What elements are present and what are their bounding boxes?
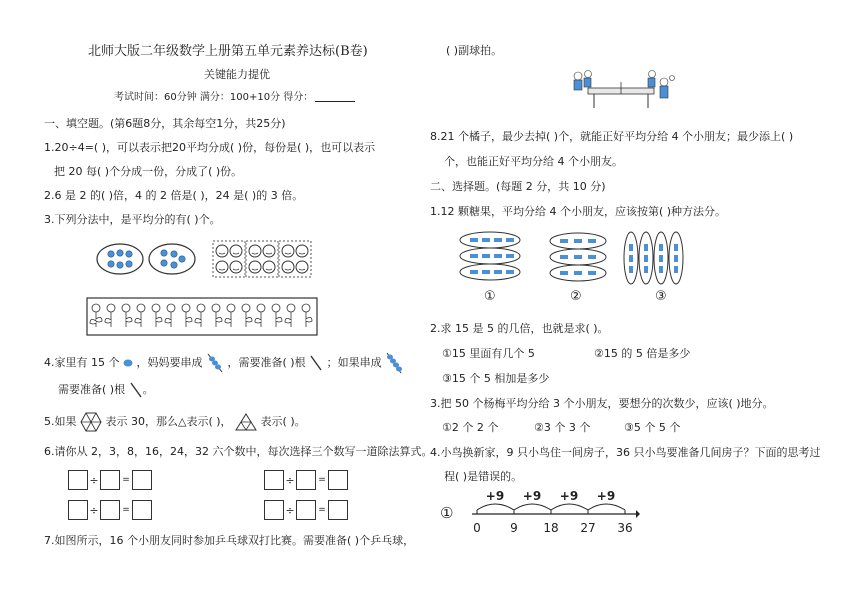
equation-row-1-right (264, 470, 348, 490)
q3: 3.下列分法中，是平均分的有( )个。 (44, 213, 221, 226)
exam-info-text: 考试时间：60分钟 满分：100+10分 得分： (114, 92, 314, 103)
divide-sign: ÷ (285, 503, 295, 517)
q6: 6.请你从 2，3，8，16，24，32 六个数中，每次选择三个数写一道除法算式。 (44, 445, 433, 458)
answer-box[interactable] (328, 500, 348, 520)
flower-row-icon (86, 297, 318, 337)
jump-label: +9 (559, 489, 579, 503)
divide-sign: ÷ (89, 503, 99, 517)
c3-option-3: ③5 个 5 个 (624, 421, 681, 434)
pingpong-scene-icon (566, 68, 678, 110)
answer-box[interactable] (132, 500, 152, 520)
jump-label: +9 (485, 489, 505, 503)
q4-part2: ，妈妈要串成 (136, 356, 203, 369)
answer-box[interactable] (328, 470, 348, 490)
c3-question: 3.把 50 个杨梅平均分给 3 个小朋友，要想分的次数少，应该( )地分。 (430, 397, 774, 410)
section1-heading: 一、填空题。(第6题8分，其余每空1分，共25分) (44, 117, 286, 130)
c4-line2: 程( )是错误的。 (444, 470, 523, 483)
exam-info (114, 88, 355, 103)
tick-label: 9 (510, 521, 518, 535)
c1-label-3: ③ (655, 289, 667, 304)
q2: 2.6 是 2 的( )倍，4 的 2 倍是( )，24 是( )的 3 倍。 (44, 189, 304, 202)
equals-sign: = (122, 505, 130, 515)
equals-sign: = (318, 475, 326, 485)
q1-line2: 把 20 每( )个分成一份，分成了( )份。 (54, 165, 243, 178)
q4-part3: ，需要准备( )根 (227, 356, 306, 369)
c2-option-1: ①15 里面有几个 5 (442, 347, 535, 360)
c4-line1: 4.小鸟换新家，9 只小鸟住一间房子，36 只小鸟要准备几间房子？下面的思考过 (430, 446, 821, 459)
c2-option-3: ③15 个 5 相加是多少 (442, 372, 550, 385)
answer-box[interactable] (68, 470, 88, 490)
jump-label: +9 (596, 489, 616, 503)
blue-bead-icon (123, 359, 133, 367)
equals-sign: = (122, 475, 130, 485)
answer-box[interactable] (68, 500, 88, 520)
page-subtitle: 关键能力提优 (204, 68, 270, 81)
q4-part4: ；如果串成 (326, 356, 382, 369)
equation-row-2-left (68, 500, 152, 520)
q4-part1: 4.家里有 15 个 (44, 356, 120, 369)
c2-option-2: ②15 的 5 倍是多少 (594, 347, 691, 360)
triangle-group-icon (235, 413, 257, 431)
bead-string-long-icon (385, 351, 403, 375)
numline-label: ① (440, 504, 454, 522)
score-blank (315, 91, 355, 102)
q1-line1: 1.20÷4=( )，可以表示把20平均分成( )份，每份是( )，也可以表示 (44, 141, 376, 154)
tick-label: 36 (617, 521, 633, 535)
number-line-diagram (440, 488, 640, 540)
answer-box[interactable] (296, 470, 316, 490)
stick-icon (309, 354, 323, 372)
q8-line2: 个，也能正好平均分给 4 个小朋友。 (444, 155, 623, 168)
q4-line2: 需要准备( )根 。 (58, 381, 154, 399)
c1-label-1: ① (484, 289, 496, 304)
answer-box[interactable] (264, 500, 284, 520)
section2-heading: 二、选择题。(每题 2 分，共 10 分) (430, 180, 606, 193)
q5-part2: 表示 30，那么△表示( )， (105, 415, 232, 428)
equation-row-2-right (264, 500, 348, 520)
tick-label: 18 (543, 521, 559, 535)
tick-label: 0 (473, 521, 481, 535)
c2-question: 2.求 15 是 5 的几倍，也就是求( )。 (430, 322, 609, 335)
divide-sign: ÷ (89, 473, 99, 487)
divide-sign: ÷ (285, 473, 295, 487)
q5-part3: 表示( )。 (260, 415, 306, 428)
q7: 7.如图所示，16 个小朋友同时参加乒乓球双打比赛。需要准备( )个乒乓球， (44, 534, 415, 547)
answer-box[interactable] (100, 470, 120, 490)
c3-option-1: ①2 个 2 个 (442, 421, 499, 434)
answer-box[interactable] (264, 470, 284, 490)
q7-continued: ( )副球拍。 (446, 44, 503, 57)
q4-line1 (44, 351, 403, 375)
stick-icon (129, 381, 143, 399)
tick-label: 27 (580, 521, 596, 535)
q5-part1: 5.如果 (44, 415, 77, 428)
c1-label-2: ② (570, 289, 582, 304)
answer-box[interactable] (132, 470, 152, 490)
bead-string-icon (206, 352, 224, 374)
candy-group-icon (546, 230, 610, 286)
blue-oval-group-icon (96, 242, 200, 276)
equation-row-1-left (68, 470, 152, 490)
c1-question: 1.12 颗糖果，平均分给 4 个小朋友，应该按第( )种方法分。 (430, 205, 727, 218)
q5 (44, 412, 306, 432)
page-title: 北师大版二年级数学上册第五单元素养达标(B卷) (88, 44, 368, 59)
equals-sign: = (318, 505, 326, 515)
answer-box[interactable] (100, 500, 120, 520)
answer-box[interactable] (296, 500, 316, 520)
q8-line1: 8.21 个橘子，最少去掉( )个，就能正好平均分给 4 个小朋友；最少添上( ) (430, 130, 794, 143)
q4-line2-text: 需要准备( )根 (58, 383, 126, 396)
candy-group-icon (622, 228, 686, 288)
c3-option-2: ②3 个 3 个 (534, 421, 591, 434)
hexagon-triangles-icon (80, 412, 102, 432)
candy-group-icon (456, 228, 532, 286)
jump-label: +9 (522, 489, 542, 503)
smiley-face-group-icon (212, 240, 312, 280)
